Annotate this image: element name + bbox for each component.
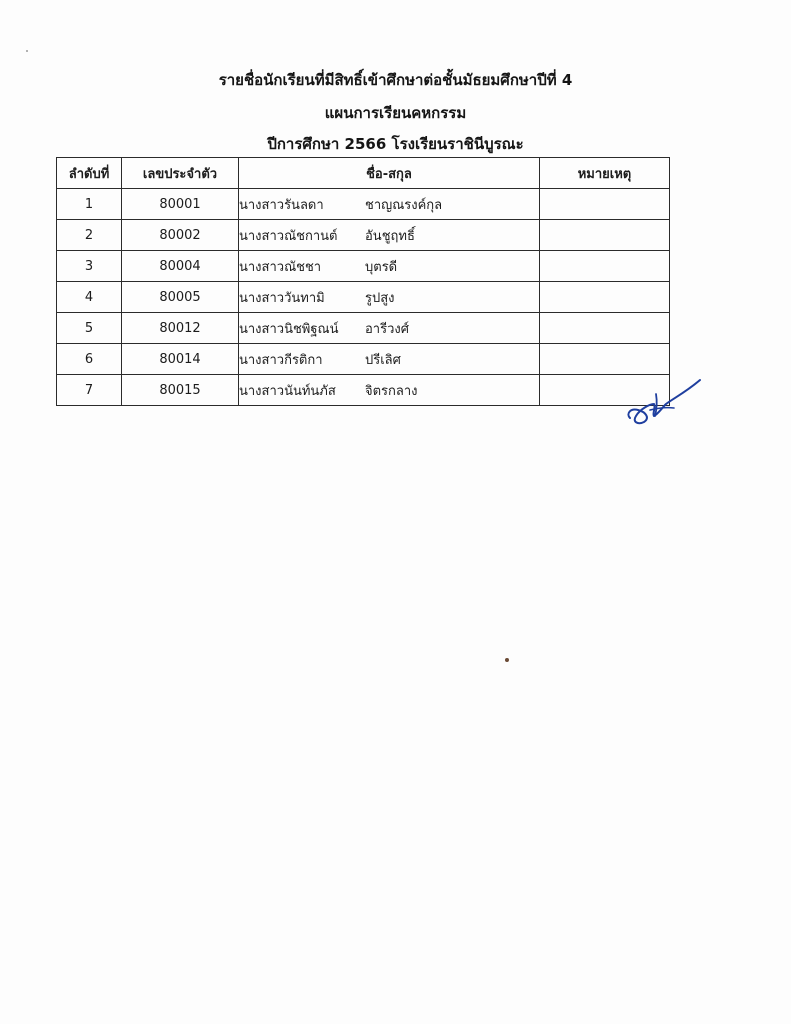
cell-order: 2 [57, 220, 122, 251]
table-row [57, 313, 670, 344]
cell-student-id: 80012 [122, 313, 239, 344]
cell-remark [540, 220, 670, 251]
cell-student-id: 80014 [122, 344, 239, 375]
cell-full-name [239, 189, 540, 220]
last-name: อันชูฤทธิ์ [365, 228, 415, 244]
table-row [57, 282, 670, 313]
paper-speck [505, 658, 509, 662]
cell-remark [540, 344, 670, 375]
table-row [57, 189, 670, 220]
column-header-order: ลำดับที่ [57, 158, 122, 189]
cell-remark [540, 251, 670, 282]
column-header-full-name: ชื่อ-สกุล [239, 158, 540, 189]
cell-remark [540, 282, 670, 313]
paper-speck [26, 50, 28, 52]
cell-student-id: 80005 [122, 282, 239, 313]
first-name: นางสาวณัชกานต์ [239, 228, 338, 244]
cell-student-id: 80004 [122, 251, 239, 282]
cell-full-name [239, 220, 540, 251]
first-name: นางสาวนิชพิฐณน์ [239, 321, 339, 337]
first-name: นางสาวกีรติกา [239, 352, 323, 368]
table-row [57, 344, 670, 375]
last-name: บุตรดี [365, 259, 398, 275]
cell-order: 3 [57, 251, 122, 282]
last-name: ชาญณรงค์กุล [365, 197, 443, 213]
cell-order: 4 [57, 282, 122, 313]
cell-order: 5 [57, 313, 122, 344]
cell-student-id: 80015 [122, 375, 239, 406]
cell-full-name [239, 344, 540, 375]
document-title: รายชื่อนักเรียนที่มีสิทธิ์เข้าศึกษาต่อชั้นมัธยมศึกษาปีที่ 4 [218, 71, 573, 89]
table-header-row [57, 158, 670, 189]
cell-student-id: 80002 [122, 220, 239, 251]
last-name: จิตรกลาง [365, 383, 418, 399]
first-name: นางสาวณัชชา [239, 259, 322, 275]
table-row [57, 251, 670, 282]
handwritten-signature [624, 374, 706, 430]
table-header [57, 158, 670, 189]
table-row [57, 375, 670, 406]
cell-remark [540, 189, 670, 220]
table-row [57, 220, 670, 251]
cell-student-id: 80001 [122, 189, 239, 220]
cell-order: 1 [57, 189, 122, 220]
table-body [57, 189, 670, 406]
first-name: นางสาวรันลดา [239, 197, 324, 213]
last-name: รูปสูง [365, 290, 395, 306]
document-subtitle-year-school: ปีการศึกษา 2566 โรงเรียนราชินีบูรณะ [267, 135, 524, 153]
cell-full-name [239, 375, 540, 406]
student-roster-table [56, 157, 670, 406]
cell-order: 7 [57, 375, 122, 406]
cell-full-name [239, 282, 540, 313]
first-name: นางสาววันทามิ [239, 290, 325, 306]
column-header-student-id: เลขประจำตัว [122, 158, 239, 189]
cell-order: 6 [57, 344, 122, 375]
first-name: นางสาวนันท์นภัส [239, 383, 336, 399]
last-name: ปรีเลิศ [365, 352, 401, 368]
column-header-remark: หมายเหตุ [540, 158, 670, 189]
cell-full-name [239, 313, 540, 344]
cell-full-name [239, 251, 540, 282]
last-name: อารีวงศ์ [365, 321, 409, 337]
document-subtitle-program: แผนการเรียนคหกรรม [324, 104, 467, 122]
cell-remark [540, 313, 670, 344]
